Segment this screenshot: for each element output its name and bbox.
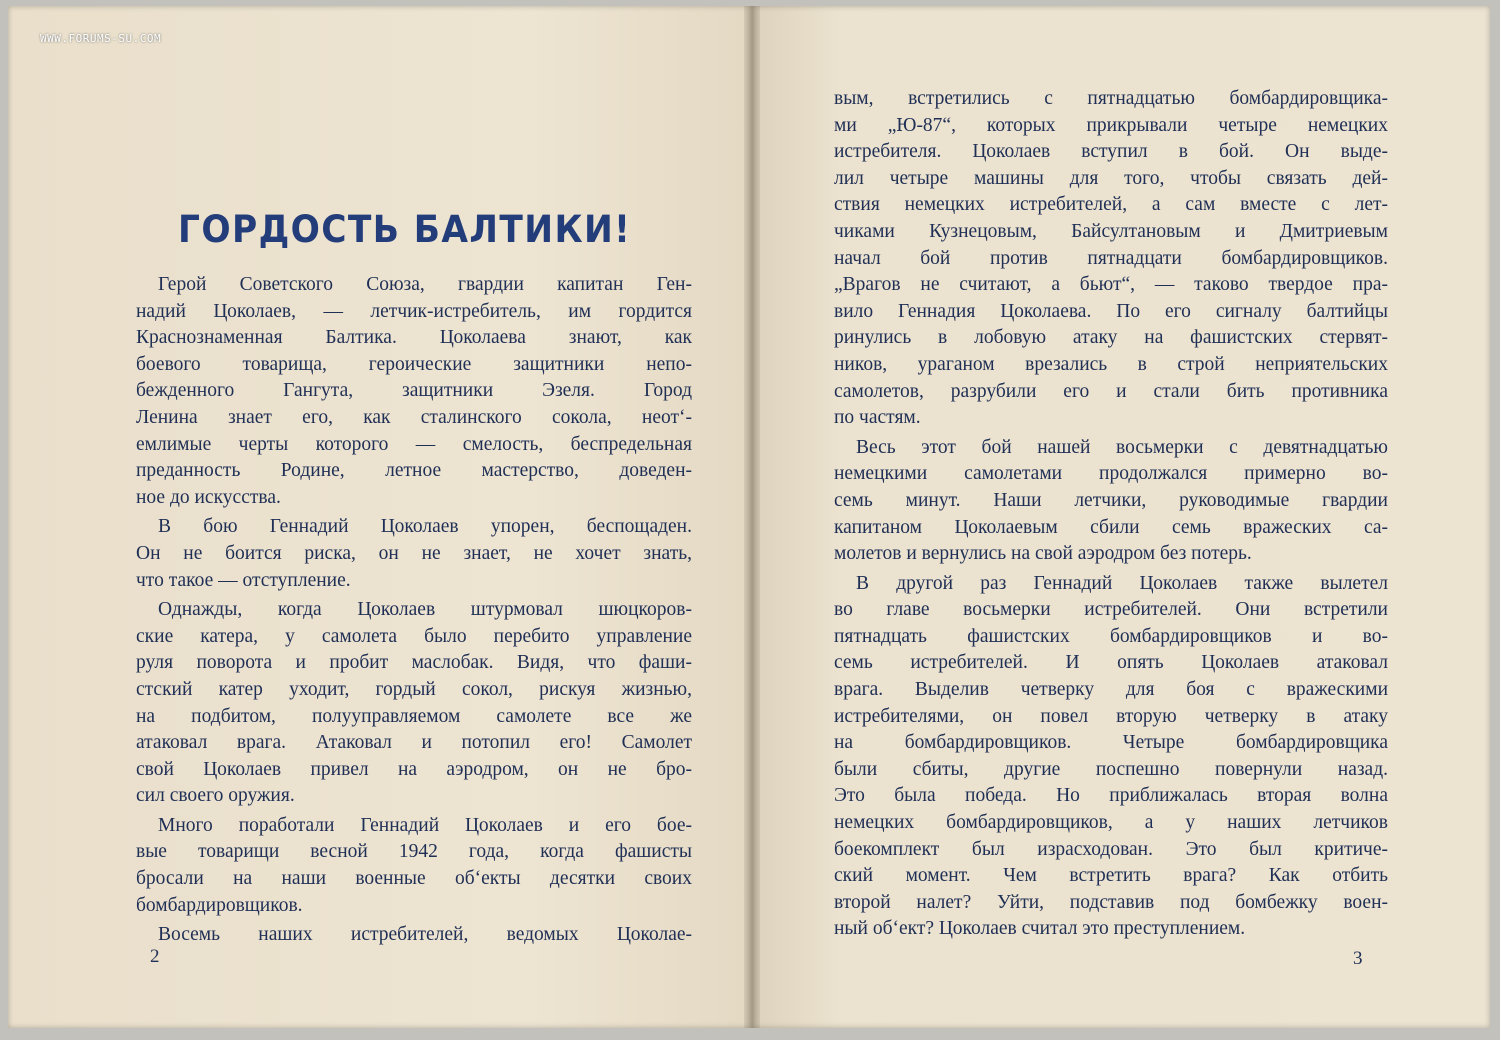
text-line: „Врагов не считают, а бьют“, — таково твердое пра- <box>834 274 1388 296</box>
text-line: бежденного Гангута, защитники Эзеля. Город <box>136 380 692 402</box>
text-line: лил четыре машины для того, чтобы связать дей- <box>834 167 1388 189</box>
text-line: были сбиты, другие поспешно повернули назад. <box>834 758 1388 780</box>
text-line: ное до искусства. <box>136 486 281 508</box>
text-line: немецких бомбардировщиков, а у наших летчиков <box>834 812 1388 834</box>
text-line: истребителями, он повел вторую четверку в атаку <box>834 705 1388 727</box>
text-line: что такое — отступление. <box>136 569 351 591</box>
text-line: ми „Ю-87“, которых прикрывали четыре немецких <box>834 114 1388 136</box>
text-line: боевого товарища, героические защитники непо- <box>136 353 692 375</box>
text-line: семь истребителей. И опять Цоколаев атаковал <box>834 652 1388 674</box>
text-line: немецкими самолетами продолжался примерно во- <box>834 463 1388 485</box>
text-line: боекомплект был израсходован. Это был критиче- <box>834 838 1388 860</box>
text-line: Однажды, когда Цоколаев штурмовал шюцкоров- <box>158 599 692 621</box>
text-line: вило Геннадия Цоколаева. По его сигналу балтийцы <box>834 300 1388 322</box>
text-line: во главе восьмерки истребителей. Они встретили <box>834 599 1388 621</box>
page-number-right: 3 <box>1353 948 1363 969</box>
text-line: надий Цоколаев, — летчик-истребитель, им гордится <box>136 300 692 322</box>
text-line: вым, встретились с пятнадцатью бомбардировщика- <box>834 88 1388 109</box>
text-line: ские катера, у самолета было перебито управление <box>136 625 692 647</box>
text-line: вые товарищи весной 1942 года, когда фашисты <box>136 841 692 863</box>
text-line: ский момент. Чем встретить врага? Как отбить <box>834 865 1388 887</box>
text-line: ный об‘ект? Цоколаев считал это преступлением. <box>834 918 1246 940</box>
text-line: В другой раз Геннадий Цоколаев также вылетел <box>856 572 1388 594</box>
text-line: Это была победа. Но приближалась вторая волна <box>834 785 1388 807</box>
text-line: Много поработали Геннадий Цоколаев и его бое- <box>158 814 692 836</box>
text-line: емлимые черты которого — смелость, беспредельная <box>136 433 692 455</box>
text-line: сил своего оружия. <box>136 785 295 807</box>
text-line: Он не боится риска, он не знает, не хочет знать, <box>136 542 692 564</box>
text-line: ринулись в лобовую атаку на фашистских стервят- <box>834 327 1388 349</box>
text-line: самолетов, разрубили его и стали бить противника <box>834 380 1388 402</box>
text-line: стский катер уходит, гордый сокол, рискуя жизнью, <box>136 678 692 700</box>
text-line: капитаном Цоколаевым сбили семь вражеских са- <box>834 516 1388 538</box>
text-line: Весь этот бой нашей восьмерки с девятнадцатью <box>856 436 1388 458</box>
text-line: Ленина знает его, как сталинского сокола, неот‘- <box>136 406 692 428</box>
text-line: чиками Кузнецовым, Байсултановым и Дмитриевым <box>834 220 1388 242</box>
text-line: В бою Геннадий Цоколаев упорен, беспощаден. <box>158 516 692 538</box>
left-text-column <box>136 272 692 949</box>
text-line: начал бой против пятнадцати бомбардировщиков. <box>834 247 1388 269</box>
text-line: истребителя. Цоколаев вступил в бой. Он выде- <box>834 141 1388 163</box>
text-line: по частям. <box>834 407 921 429</box>
page-number-left: 2 <box>150 946 160 967</box>
text-line: ников, ураганом врезались в строй неприятельских <box>834 353 1388 375</box>
page-title: ГОРДОСТЬ БАЛТИКИ! <box>178 208 632 251</box>
text-line: молетов и вернулись на свой аэродром без потерь. <box>834 543 1252 565</box>
text-line: бомбардировщиков. <box>136 894 303 916</box>
text-line: на подбитом, полууправляемом самолете все же <box>136 705 692 727</box>
watermark: WWW.FORUMS-SU.COM <box>40 32 162 45</box>
text-line: врага. Выделив четверку для боя с вражескими <box>834 679 1388 701</box>
text-line: Герой Советского Союза, гвардии капитан Ген- <box>158 274 692 295</box>
book-gutter <box>744 6 760 1028</box>
text-line: второй налет? Уйти, подставив под бомбежку воен- <box>834 891 1388 913</box>
text-line: Восемь наших истребителей, ведомых Цоколае- <box>158 924 692 946</box>
text-line: руля поворота и пробит маслобак. Видя, что фаши- <box>136 652 692 674</box>
text-line: бросали на наши военные об‘екты десятки своих <box>136 868 692 890</box>
text-line: семь минут. Наши летчики, руководимые гвардии <box>834 489 1388 511</box>
text-line: свой Цоколаев привел на аэродром, он не бро- <box>136 758 692 780</box>
text-line: ствия немецких истребителей, а сам вместе с лет- <box>834 194 1388 216</box>
right-text-column <box>834 86 1388 943</box>
text-line: атаковал врага. Атаковал и потопил его! Самолет <box>136 732 692 754</box>
text-line: пятнадцать фашистских бомбардировщиков и во- <box>834 625 1388 647</box>
text-line: преданность Родине, летное мастерство, доведен- <box>136 460 692 482</box>
text-line: Краснознаменная Балтика. Цоколаева знают, как <box>136 327 692 349</box>
text-line: на бомбардировщиков. Четыре бомбардировщика <box>834 732 1388 754</box>
